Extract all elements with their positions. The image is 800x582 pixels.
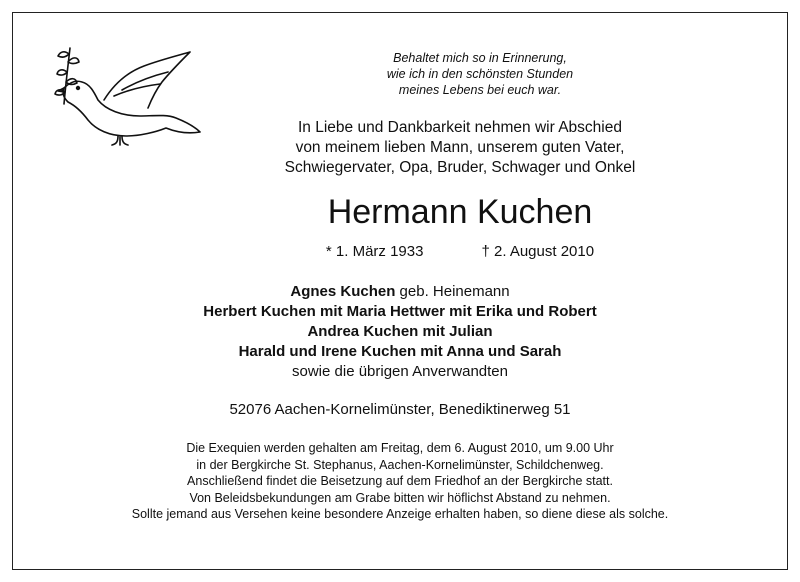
mourner-line: [100, 282, 700, 302]
intro-text: [230, 118, 690, 178]
mourners-list: [100, 282, 700, 382]
motto-quote: [300, 50, 660, 98]
motto-line: Behaltet mich so in Erinnerung,: [393, 51, 567, 65]
intro-line: In Liebe und Dankbarkeit nehmen wir Abschied: [298, 119, 622, 136]
life-dates: [230, 242, 690, 262]
mourner-line: Herbert Kuchen mit Maria Hettwer mit Erika und Robert: [203, 303, 597, 320]
info-line: Von Beleidsbekundungen am Grabe bitten wir höflichst Abstand zu nehmen.: [189, 490, 611, 505]
family-address: 52076 Aachen-Kornelimünster, Benediktinerweg 51: [229, 401, 571, 418]
mourner-line: sowie die übrigen Anverwandten: [292, 363, 508, 380]
motto-line: wie ich in den schönsten Stunden: [386, 67, 574, 81]
intro-line: von meinem lieben Mann, unserem guten Vater,: [295, 139, 625, 156]
info-line: Anschließend findet die Beisetzung auf dem Friedhof an der Bergkirche statt.: [187, 474, 613, 488]
death-date: † 2. August 2010: [481, 243, 595, 260]
motto-line: meines Lebens bei euch war.: [398, 83, 562, 97]
intro-line: Schwiegervater, Opa, Bruder, Schwager und Onkel: [284, 159, 636, 176]
mourner-detail: geb. Heinemann: [395, 283, 510, 300]
info-line: Sollte jemand aus Versehen keine besondere Anzeige erhalten haben, so diene diese als solche.: [131, 507, 669, 521]
funeral-info: [40, 440, 760, 523]
dove-with-olive-branch-icon: [48, 36, 218, 148]
birth-date: * 1. März 1933: [325, 243, 424, 260]
mourner-line: Harald und Irene Kuchen mit Anna und Sarah: [238, 343, 562, 360]
mourner-name: Agnes Kuchen: [290, 283, 396, 300]
info-line: Die Exequien werden gehalten am Freitag, dem 6. August 2010, um 9.00 Uhr: [186, 441, 614, 455]
mourner-line: Andrea Kuchen mit Julian: [307, 323, 493, 340]
info-line: in der Bergkirche St. Stephanus, Aachen-Kornelimünster, Schildchenweg.: [196, 457, 604, 472]
deceased-name: Hermann Kuchen: [327, 193, 593, 231]
